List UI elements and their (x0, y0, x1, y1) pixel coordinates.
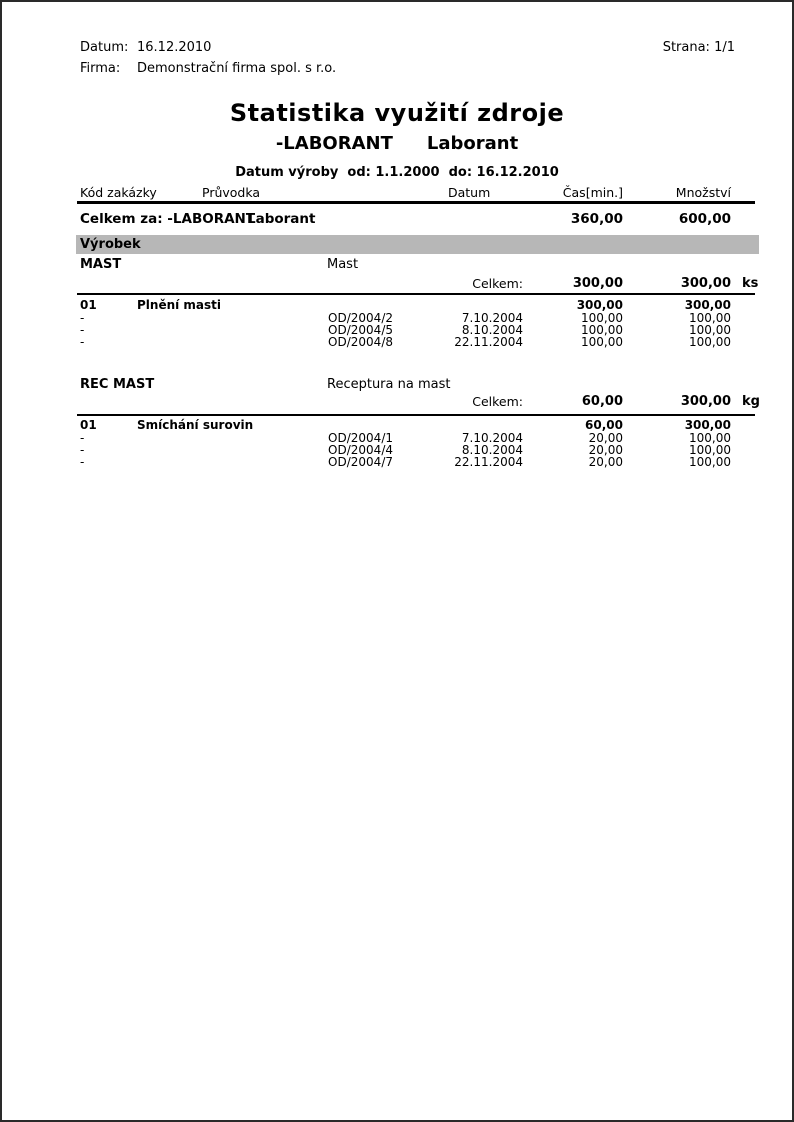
section-total-cas: 60,00 (581, 394, 623, 409)
product-name: Mast (327, 257, 359, 272)
row-datum: 8.10.2004 (461, 443, 523, 457)
operation-cas: 60,00 (585, 418, 623, 432)
report-date-label: Datum: (80, 40, 129, 55)
section-total-cas: 300,00 (572, 276, 623, 291)
group-header-bar: Výrobek (76, 235, 759, 254)
section-total-label: Celkem: (472, 394, 523, 409)
header-divider-line (77, 201, 755, 204)
row-mnozstvi: 100,00 (689, 311, 731, 325)
section-header-rec-mast (2, 377, 792, 391)
report-title: Statistika využití zdroje (229, 99, 565, 127)
row-datum: 22.11.2004 (454, 455, 523, 469)
product-code: MAST (80, 257, 122, 272)
page-number: Strana: 1/1 (662, 40, 735, 55)
row-pruvodka: OD/2004/4 (328, 443, 393, 457)
row-dash: - (80, 335, 85, 349)
section-total-mnozstvi: 300,00 (680, 276, 731, 291)
row-cas: 20,00 (588, 455, 623, 469)
section-header-mast (2, 257, 792, 271)
operation-mnozstvi: 300,00 (684, 418, 731, 432)
column-header-row (2, 185, 792, 199)
section-unit: ks (742, 276, 759, 291)
col-header-mnozstvi: Množství (675, 185, 731, 200)
product-name: Receptura na mast (327, 377, 451, 392)
grand-total-cas: 360,00 (570, 211, 623, 227)
row-cas: 100,00 (581, 311, 623, 325)
row-dash: - (80, 431, 85, 445)
detail-row (2, 455, 792, 469)
grand-total-label: Celkem za: -LABORANT (80, 211, 256, 227)
operation-code: 01 (80, 418, 97, 432)
row-datum: 22.11.2004 (454, 335, 523, 349)
grand-total-row (2, 211, 792, 225)
report-subtitle (2, 133, 792, 154)
section-unit: kg (742, 394, 760, 409)
section-divider-line (77, 414, 755, 416)
section-total-label: Celkem: (472, 276, 523, 291)
row-mnozstvi: 100,00 (689, 455, 731, 469)
operation-name: Smíchání surovin (137, 418, 254, 432)
row-mnozstvi: 100,00 (689, 335, 731, 349)
row-datum: 8.10.2004 (461, 323, 523, 337)
col-header-pruvodka: Průvodka (202, 185, 261, 200)
operation-mnozstvi: 300,00 (684, 298, 731, 312)
row-dash: - (80, 311, 85, 325)
section-total-mnozstvi: 300,00 (680, 394, 731, 409)
row-pruvodka: OD/2004/8 (328, 335, 393, 349)
col-header-cas: Čas[min.] (562, 185, 623, 200)
grand-total-mnozstvi: 600,00 (678, 211, 731, 227)
row-mnozstvi: 100,00 (689, 431, 731, 445)
operation-cas: 300,00 (576, 298, 623, 312)
operation-code: 01 (80, 298, 97, 312)
grand-total-name: Laborant (247, 211, 316, 227)
section-divider-line (77, 293, 755, 295)
product-code: REC MAST (80, 377, 155, 392)
operation-row (2, 418, 792, 432)
operation-name: Plnění masti (137, 298, 222, 312)
row-cas: 20,00 (588, 431, 623, 445)
row-datum: 7.10.2004 (461, 431, 523, 445)
col-header-kod-zakazky: Kód zakázky (80, 185, 157, 200)
row-mnozstvi: 100,00 (689, 443, 731, 457)
section-total-row (2, 276, 792, 290)
row-dash: - (80, 323, 85, 337)
row-pruvodka: OD/2004/1 (328, 431, 393, 445)
row-cas: 20,00 (588, 443, 623, 457)
detail-row (2, 335, 792, 349)
operation-row (2, 298, 792, 312)
report-date-value: 16.12.2010 (137, 40, 212, 55)
row-dash: - (80, 443, 85, 457)
company-value: Demonstrační firma spol. s r.o. (137, 61, 337, 76)
resource-name: Laborant (426, 133, 519, 154)
date-range: Datum výroby od: 1.1.2000 do: 16.12.2010 (235, 165, 559, 180)
section-total-row (2, 394, 792, 408)
resource-code: -LABORANT (275, 133, 393, 154)
row-dash: - (80, 455, 85, 469)
row-cas: 100,00 (581, 323, 623, 337)
col-header-datum: Datum (448, 185, 491, 200)
row-pruvodka: OD/2004/5 (328, 323, 393, 337)
company-label: Firma: (80, 61, 121, 76)
row-datum: 7.10.2004 (461, 311, 523, 325)
row-pruvodka: OD/2004/2 (328, 311, 393, 325)
row-cas: 100,00 (581, 335, 623, 349)
row-pruvodka: OD/2004/7 (328, 455, 393, 469)
row-mnozstvi: 100,00 (689, 323, 731, 337)
